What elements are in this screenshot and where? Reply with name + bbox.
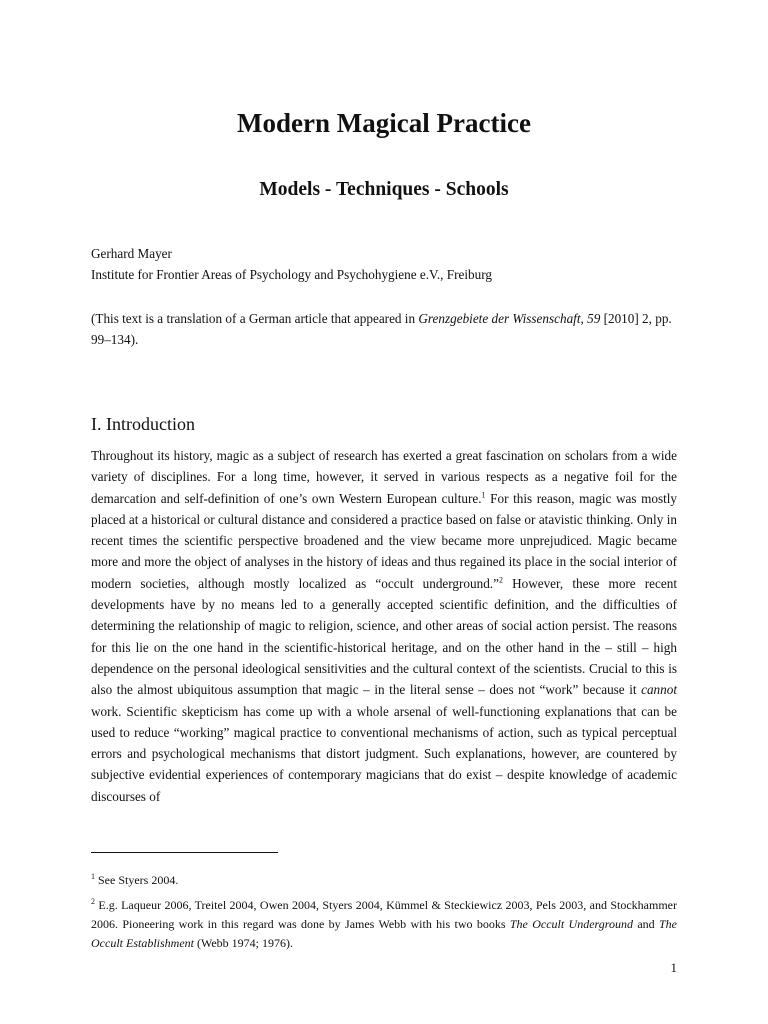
paragraph-text-1: Throughout its history, magic as a subject of research has exerted a great fascination on scholars from a wide variety of disciplines. For a long time, however, it served in various respects as a negative foil for the demarcation and self-definition of one’s own Western European culture.	[91, 448, 677, 506]
author-name: Gerhard Mayer	[91, 246, 172, 261]
footnote-ref-2[interactable]: 2	[498, 575, 503, 585]
footnote-ref-1[interactable]: 1	[481, 490, 486, 500]
author-affiliation: Institute for Frontier Areas of Psychology and Psychohygiene e.V., Freiburg	[91, 267, 492, 282]
footnote-1-text: See Styers 2004.	[95, 873, 179, 887]
translation-note	[91, 308, 677, 350]
footnote-2-book-2: The Occult Establishment	[91, 917, 677, 950]
footnote-1-number: 1	[91, 872, 95, 881]
page-number: 1	[670, 960, 677, 975]
footnote-2-text-a: E.g. Laqueur 2006, Treitel 2004, Owen 2004, Styers 2004, Kümmel & Steckiewicz 2003, Pels 2003, and Stockhammer 2006. Pioneering work in this regard was done by James Webb with his two books	[91, 898, 677, 931]
section-heading: I. Introduction	[91, 414, 195, 434]
footnote-2-text-b: and	[632, 917, 659, 931]
footnote-2	[91, 896, 677, 953]
footnote-1	[91, 871, 677, 890]
footnote-2-text-c: (Webb 1974; 1976).	[193, 936, 294, 950]
emphasis-text: cannot	[641, 682, 677, 698]
document-subtitle: Models - Techniques - Schools	[259, 179, 509, 200]
paragraph-text-2: For this reason, magic was mostly placed at a historical or cultural distance and considered a practice based on false or atavistic thinking. Only in recent times the scientific perspective broadened and the view became more unprejudiced. Magic became more and more the object of analyses in the history of ideas and thus regained its place in the social interior of modern societies, although mostly localized as “occult underground.”	[91, 490, 677, 591]
body-paragraph	[91, 445, 677, 807]
paragraph-text-4: work. Scientific skepticism has come up with a whole arsenal of well-functioning explanations that can be used to reduce “working” magical practice to conventional mechanisms of action, such as typical perceptual errors and psychological mechanisms that distort judgment. Such explanations, however, are countered by subjective evidential experiences of contemporary magicians that do exist – despite knowledge of academic discourses of	[91, 703, 677, 804]
document-title: Modern Magical Practice	[237, 108, 531, 138]
footnote-2-number: 2	[91, 897, 95, 906]
translation-note-prefix: (This text is a translation of a German article that appeared in	[91, 311, 419, 326]
translation-note-suffix: [2010] 2, pp. 99–134).	[91, 311, 672, 347]
paragraph-text-3: However, these more recent developments have by no means led to a generally accepted scientific definition, and the difficulties of determining the relationship of magic to religion, science, and other areas of social action persist. The reasons for this lie on the one hand in the scientific-historical heritage, and on the other hand in the – still – high dependence on the personal ideological sensitivities and the cultural context of the scientists. Crucial to this is also the almost ubiquitous assumption that magic – in the literal sense – does not “work” because it	[91, 575, 677, 698]
footnote-divider	[91, 852, 278, 853]
journal-name: Grenzgebiete der Wissenschaft, 59	[418, 311, 601, 326]
footnote-2-book-1: The Occult Underground	[509, 917, 633, 931]
author-block	[91, 243, 677, 285]
